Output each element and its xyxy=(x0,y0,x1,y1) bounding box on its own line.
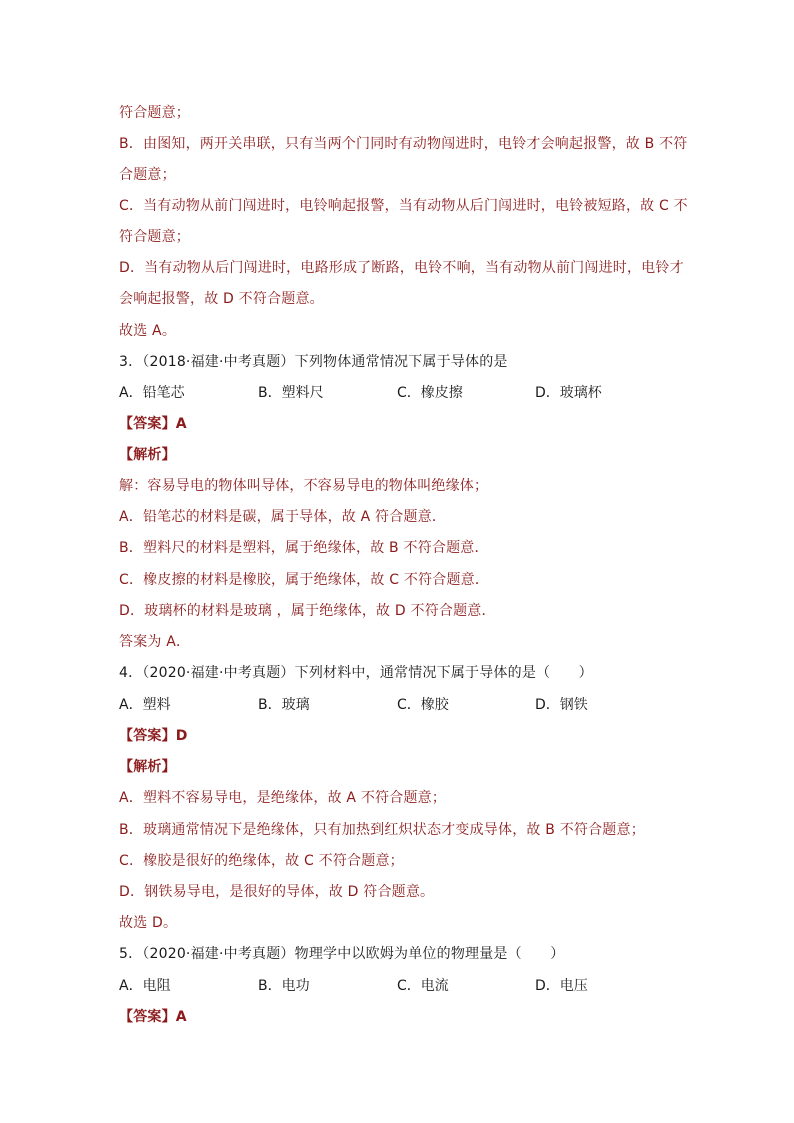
q4-analysis-line: C．橡胶是很好的绝缘体，故 C 不符合题意； xyxy=(119,853,404,869)
q4-answer: 【答案】D xyxy=(119,728,188,744)
q4-analysis-line: 故选 D。 xyxy=(119,915,178,931)
q2-explanation-line: B．由图知，两开关串联，只有当两个门同时有动物闯进时，电铃才会响起报警，故 B 不符 xyxy=(119,136,688,152)
q5-stem: 5．（2020·福建·中考真题）物理学中以欧姆为单位的物理量是（ ） xyxy=(119,946,565,962)
q4-analysis-line: A．塑料不容易导电，是绝缘体，故 A 不符合题意； xyxy=(119,790,447,806)
q2-explanation-line: 符合题意； xyxy=(119,229,190,245)
q5-option-d: D．电压 xyxy=(535,978,588,994)
q3-option-b: B．塑料尺 xyxy=(258,385,324,401)
q2-explanation-line: 会响起报警，故 D 不符合题意。 xyxy=(119,291,324,307)
q4-analysis-line: D．钢铁易导电，是很好的导体，故 D 符合题意。 xyxy=(119,884,435,900)
q5-option-c: C．电流 xyxy=(397,978,449,994)
q3-option-d: D．玻璃杯 xyxy=(535,385,602,401)
q3-option-c: C．橡皮擦 xyxy=(397,385,463,401)
q3-analysis-label: 【解析】 xyxy=(119,447,176,463)
q4-option-b: B．玻璃 xyxy=(258,697,310,713)
q4-analysis-line: B．玻璃通常情况下是绝缘体，只有加热到红炽状态才变成导体，故 B 不符合题意； xyxy=(119,822,645,838)
q4-option-c: C．橡胶 xyxy=(397,697,449,713)
q2-explanation-line: 符合题意； xyxy=(119,105,190,121)
q3-stem: 3．（2018·福建·中考真题）下列物体通常情况下属于导体的是 xyxy=(119,354,508,370)
q3-analysis-line: 解：容易导电的物体叫导体，不容易导电的物体叫绝缘体； xyxy=(119,478,489,494)
q2-explanation-line: C．当有动物从前门闯进时，电铃响起报警，当有动物从后门闯进时，电铃被短路，故 C 不 xyxy=(119,198,688,214)
q3-analysis-line: B．塑料尺的材料是塑料，属于绝缘体，故 B 不符合题意． xyxy=(119,540,489,556)
q3-answer: 【答案】A xyxy=(119,416,187,432)
q4-option-d: D．钢铁 xyxy=(535,697,588,713)
q4-option-a: A．塑料 xyxy=(119,697,171,713)
q4-stem: 4．（2020·福建·中考真题）下列材料中，通常情况下属于导体的是（ ） xyxy=(119,665,593,681)
q2-conclusion: 故选 A。 xyxy=(119,323,177,339)
q3-analysis-line: D．玻璃杯的材料是玻璃 ，属于绝缘体，故 D 不符合题意． xyxy=(119,603,496,619)
q3-analysis-line: A．铅笔芯的材料是碳，属于导体，故 A 符合题意． xyxy=(119,509,447,525)
q5-option-b: B．电功 xyxy=(258,978,310,994)
q4-analysis-label: 【解析】 xyxy=(119,759,176,775)
q2-explanation-line: D．当有动物从后门闯进时，电路形成了断路，电铃不响，当有动物从前门闯进时，电铃才 xyxy=(119,260,684,276)
q3-analysis-line: 答案为 A． xyxy=(119,634,191,650)
q3-option-a: A．铅笔芯 xyxy=(119,385,185,401)
q2-explanation-line: 合题意； xyxy=(119,167,176,183)
q3-analysis-line: C．橡皮擦的材料是橡胶，属于绝缘体，故 C 不符合题意． xyxy=(119,572,490,588)
q5-answer: 【答案】A xyxy=(119,1009,187,1025)
q5-option-a: A．电阻 xyxy=(119,978,171,994)
